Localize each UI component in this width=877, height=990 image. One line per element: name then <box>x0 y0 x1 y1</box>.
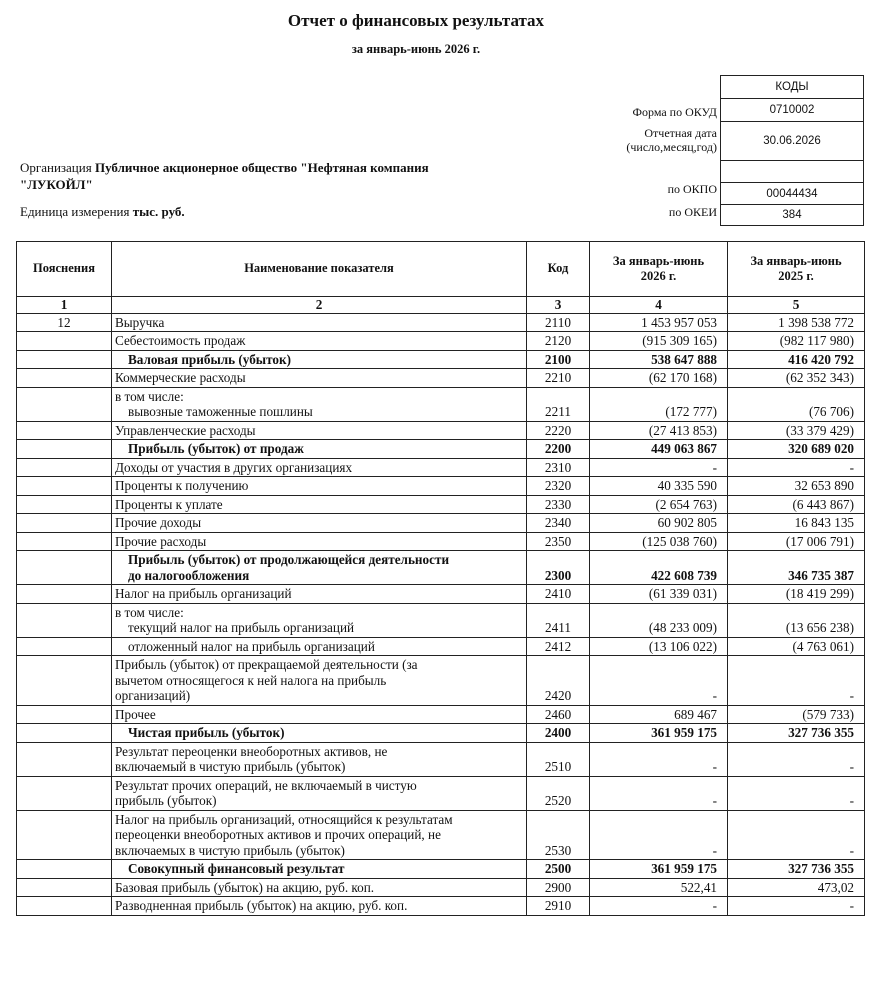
header-notes: Пояснения <box>17 242 112 297</box>
table-header-row <box>17 242 865 297</box>
row-code: 2410 <box>527 585 590 604</box>
row-indicator-line: включаемый в чистую прибыль (убыток) <box>115 759 346 774</box>
row-code: 2460 <box>527 705 590 724</box>
row-indicator-line: Прибыль (убыток) от продолжающейся деятельности <box>128 552 450 567</box>
row-value-2025: 346 735 387 <box>728 551 865 585</box>
okud-label: Форма по ОКУД <box>632 105 717 119</box>
row-note <box>17 495 112 514</box>
table-row <box>17 332 865 351</box>
row-value-2026: (915 309 165) <box>590 332 728 351</box>
row-note <box>17 776 112 810</box>
row-indicator-line: в том числе: <box>115 388 184 404</box>
row-indicator-line: переоценки внеоборотных активов и прочих операций, не <box>115 827 441 842</box>
column-index-row <box>17 297 865 314</box>
row-indicator-name: Прочие расходы <box>112 532 527 551</box>
row-code: 2110 <box>527 313 590 332</box>
header-2025 <box>728 242 865 297</box>
row-value-2026: - <box>590 742 728 776</box>
okpo-spacer <box>721 161 864 183</box>
row-indicator-name: Прочие доходы <box>112 514 527 533</box>
row-value-2025: (13 656 238) <box>728 603 865 637</box>
table-row <box>17 860 865 879</box>
row-value-2025: 327 736 355 <box>728 724 865 743</box>
table-row <box>17 495 865 514</box>
row-code: 2120 <box>527 332 590 351</box>
okpo-value: 00044434 <box>721 183 864 205</box>
table-row <box>17 810 865 860</box>
row-indicator-name: Управленческие расходы <box>112 421 527 440</box>
row-indicator-name: отложенный налог на прибыль организаций <box>112 637 527 656</box>
row-value-2025: - <box>728 897 865 916</box>
row-code: 2300 <box>527 551 590 585</box>
codes-table <box>720 75 864 226</box>
row-indicator-name: Совокупный финансовый результат <box>112 860 527 879</box>
row-value-2025: (33 379 429) <box>728 421 865 440</box>
row-code: 2412 <box>527 637 590 656</box>
header-2026 <box>590 242 728 297</box>
row-indicator-line: вывозные таможенные пошлины <box>128 404 313 419</box>
table-row <box>17 724 865 743</box>
organization <box>20 159 540 193</box>
row-value-2026: 689 467 <box>590 705 728 724</box>
row-code: 2910 <box>527 897 590 916</box>
row-code: 2310 <box>527 458 590 477</box>
row-note <box>17 350 112 369</box>
table-row <box>17 603 865 637</box>
row-code: 2520 <box>527 776 590 810</box>
table-row <box>17 477 865 496</box>
row-code: 2350 <box>527 532 590 551</box>
row-value-2026: 361 959 175 <box>590 724 728 743</box>
table-row <box>17 532 865 551</box>
table-row <box>17 350 865 369</box>
row-note <box>17 810 112 860</box>
row-indicator-line: в том числе: <box>115 604 184 620</box>
row-indicator-line: до налогообложения <box>128 567 250 583</box>
table-row <box>17 776 865 810</box>
row-value-2026: 60 902 805 <box>590 514 728 533</box>
row-value-2026: - <box>590 656 728 706</box>
row-note <box>17 458 112 477</box>
row-indicator-name: Выручка <box>112 313 527 332</box>
unit-of-measure <box>20 204 185 220</box>
row-indicator-line: включаемых в чистую прибыль (убыток) <box>115 842 345 858</box>
row-indicator-line: прибыль (убыток) <box>115 793 217 808</box>
row-code: 2411 <box>527 603 590 637</box>
row-value-2025: (579 733) <box>728 705 865 724</box>
row-indicator-name <box>112 656 527 706</box>
table-row <box>17 897 865 916</box>
row-value-2025: 16 843 135 <box>728 514 865 533</box>
row-indicator-name: Прибыль (убыток) от продаж <box>112 440 527 459</box>
row-code: 2530 <box>527 810 590 860</box>
table-row <box>17 656 865 706</box>
row-code: 2510 <box>527 742 590 776</box>
row-value-2026: (61 339 031) <box>590 585 728 604</box>
table-row <box>17 742 865 776</box>
row-code: 2900 <box>527 878 590 897</box>
row-value-2025: (4 763 061) <box>728 637 865 656</box>
table-row <box>17 637 865 656</box>
codes-heading: КОДЫ <box>721 76 864 99</box>
row-value-2026: 522,41 <box>590 878 728 897</box>
row-note <box>17 897 112 916</box>
row-note: 12 <box>17 313 112 332</box>
table-row <box>17 878 865 897</box>
date-label-format: (число,месяц,год) <box>626 140 717 154</box>
row-indicator-name <box>112 776 527 810</box>
header-indicator: Наименование показателя <box>112 242 527 297</box>
row-value-2025: - <box>728 656 865 706</box>
row-code: 2500 <box>527 860 590 879</box>
unit-label: Единица измерения <box>20 204 130 219</box>
row-indicator-name: Себестоимость продаж <box>112 332 527 351</box>
table-row <box>17 585 865 604</box>
row-indicator-name: Разводненная прибыль (убыток) на акцию, руб. коп. <box>112 897 527 916</box>
row-value-2025: (982 117 980) <box>728 332 865 351</box>
row-indicator-line: текущий налог на прибыль организаций <box>128 620 355 635</box>
row-value-2026: 422 608 739 <box>590 551 728 585</box>
row-value-2025: 32 653 890 <box>728 477 865 496</box>
report-period: за январь-июнь 2026 г. <box>351 42 481 56</box>
row-indicator-line: вычетом относящегося к ней налога на прибыль <box>115 672 387 688</box>
row-note <box>17 724 112 743</box>
row-code: 2211 <box>527 387 590 421</box>
organization-name-line1: Публичное акционерное общество "Нефтяная компания <box>94 160 429 175</box>
row-code: 2340 <box>527 514 590 533</box>
row-value-2025: (76 706) <box>728 387 865 421</box>
header-2025-line1: За январь-июнь <box>750 253 842 268</box>
header-2026-line1: За январь-июнь <box>612 253 705 268</box>
row-value-2026: (172 777) <box>590 387 728 421</box>
row-note <box>17 532 112 551</box>
index-2: 2 <box>112 297 527 314</box>
row-note <box>17 440 112 459</box>
row-note <box>17 421 112 440</box>
row-value-2025: 473,02 <box>728 878 865 897</box>
row-value-2026: (27 413 853) <box>590 421 728 440</box>
row-code: 2320 <box>527 477 590 496</box>
row-note <box>17 860 112 879</box>
row-value-2025: - <box>728 810 865 860</box>
row-code: 2210 <box>527 369 590 388</box>
row-value-2026: (13 106 022) <box>590 637 728 656</box>
row-value-2026: (2 654 763) <box>590 495 728 514</box>
row-note <box>17 705 112 724</box>
row-note <box>17 477 112 496</box>
row-note <box>17 551 112 585</box>
table-row <box>17 551 865 585</box>
row-indicator-name <box>112 603 527 637</box>
row-value-2025: (6 443 867) <box>728 495 865 514</box>
header-code: Код <box>527 242 590 297</box>
table-row <box>17 313 865 332</box>
row-note <box>17 656 112 706</box>
row-indicator-name <box>112 551 527 585</box>
index-3: 3 <box>527 297 590 314</box>
header-2026-line2: 2026 г. <box>640 269 677 283</box>
row-indicator-name <box>112 810 527 860</box>
row-note <box>17 878 112 897</box>
row-value-2025: 327 736 355 <box>728 860 865 879</box>
row-value-2026: 361 959 175 <box>590 860 728 879</box>
row-value-2025: (17 006 791) <box>728 532 865 551</box>
organization-label: Организация <box>20 160 92 175</box>
row-value-2025: 416 420 792 <box>728 350 865 369</box>
row-note <box>17 742 112 776</box>
row-indicator-line: Прибыль (убыток) от прекращаемой деятельности (за <box>115 657 418 672</box>
report-title: Отчет о финансовых результатах <box>287 11 545 30</box>
row-value-2025: 1 398 538 772 <box>728 313 865 332</box>
index-4: 4 <box>590 297 728 314</box>
row-indicator-name: Чистая прибыль (убыток) <box>112 724 527 743</box>
row-value-2026: - <box>590 810 728 860</box>
row-value-2025: - <box>728 776 865 810</box>
row-value-2026: (62 170 168) <box>590 369 728 388</box>
table-row <box>17 440 865 459</box>
row-value-2026: (48 233 009) <box>590 603 728 637</box>
row-code: 2200 <box>527 440 590 459</box>
table-row <box>17 421 865 440</box>
date-label: Отчетная дата <box>644 126 717 140</box>
row-value-2026: 538 647 888 <box>590 350 728 369</box>
unit-value: тыс. руб. <box>132 204 185 219</box>
table-row <box>17 514 865 533</box>
row-indicator-name: Проценты к уплате <box>112 495 527 514</box>
row-note <box>17 332 112 351</box>
okei-value: 384 <box>721 205 864 226</box>
row-value-2026: 449 063 867 <box>590 440 728 459</box>
row-indicator-line: Результат прочих операций, не включаемый в чистую <box>115 777 417 793</box>
row-value-2026: (125 038 760) <box>590 532 728 551</box>
row-code: 2100 <box>527 350 590 369</box>
okud-value: 0710002 <box>721 99 864 122</box>
row-indicator-name: Коммерческие расходы <box>112 369 527 388</box>
row-value-2025: - <box>728 742 865 776</box>
organization-name-line2: "ЛУКОЙЛ" <box>20 177 93 192</box>
financial-results-table <box>16 241 865 916</box>
row-indicator-name: Валовая прибыль (убыток) <box>112 350 527 369</box>
row-value-2025: - <box>728 458 865 477</box>
row-note <box>17 369 112 388</box>
row-note <box>17 514 112 533</box>
row-indicator-name: Проценты к получению <box>112 477 527 496</box>
row-note <box>17 387 112 421</box>
index-5: 5 <box>728 297 865 314</box>
table-row <box>17 387 865 421</box>
header-2025-line2: 2025 г. <box>778 269 814 283</box>
row-note <box>17 637 112 656</box>
row-code: 2400 <box>527 724 590 743</box>
row-value-2026: 40 335 590 <box>590 477 728 496</box>
row-indicator-name: Налог на прибыль организаций <box>112 585 527 604</box>
row-indicator-name: Прочее <box>112 705 527 724</box>
row-indicator-line: организаций) <box>115 688 191 703</box>
row-value-2026: - <box>590 458 728 477</box>
row-note <box>17 603 112 637</box>
row-code: 2220 <box>527 421 590 440</box>
table-row <box>17 705 865 724</box>
row-indicator-line: Результат переоценки внеоборотных активов, не <box>115 743 388 759</box>
row-value-2026: 1 453 957 053 <box>590 313 728 332</box>
row-note <box>17 585 112 604</box>
row-indicator-name <box>112 387 527 421</box>
row-indicator-name: Доходы от участия в других организациях <box>112 458 527 477</box>
okpo-label: по ОКПО <box>667 182 717 196</box>
row-value-2025: (62 352 343) <box>728 369 865 388</box>
table-row <box>17 458 865 477</box>
index-1: 1 <box>17 297 112 314</box>
row-indicator-name: Базовая прибыль (убыток) на акцию, руб. коп. <box>112 878 527 897</box>
row-value-2026: - <box>590 897 728 916</box>
row-code: 2420 <box>527 656 590 706</box>
okei-label: по ОКЕИ <box>668 205 717 219</box>
row-value-2025: (18 419 299) <box>728 585 865 604</box>
table-row <box>17 369 865 388</box>
row-indicator-name <box>112 742 527 776</box>
row-indicator-line: Налог на прибыль организаций, относящийся к результатам <box>115 811 453 827</box>
row-value-2025: 320 689 020 <box>728 440 865 459</box>
report-date-value: 30.06.2026 <box>721 122 864 161</box>
row-code: 2330 <box>527 495 590 514</box>
row-value-2026: - <box>590 776 728 810</box>
